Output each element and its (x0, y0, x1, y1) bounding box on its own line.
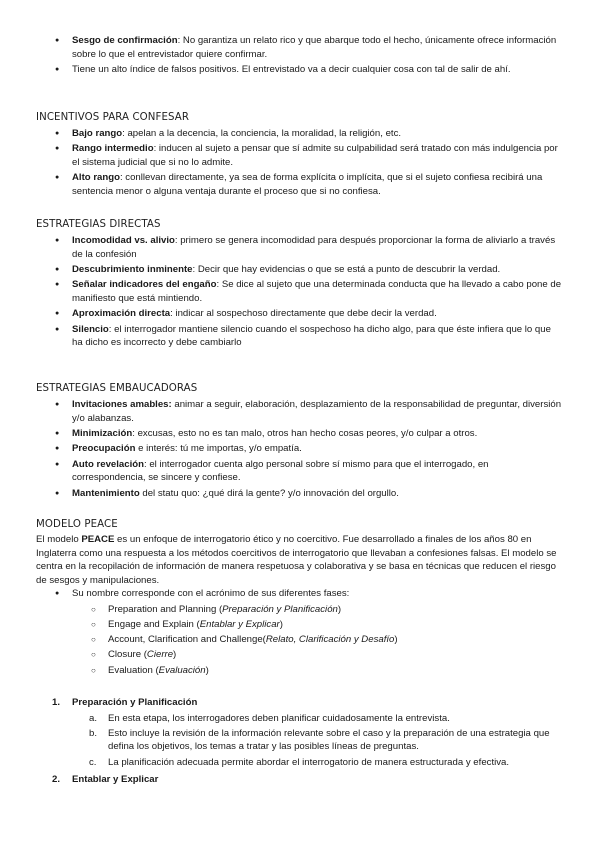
step-number: 2. (52, 774, 61, 786)
list-item (36, 442, 564, 456)
item-term: Preocupación (72, 443, 136, 455)
item-text: : indicar al sospechoso directamente que debe decir la verdad. (170, 308, 437, 320)
item-text: e interés: tú me importas, y/o empatía. (135, 443, 302, 455)
section-heading: ESTRATEGIAS EMBAUCADORAS (36, 383, 198, 394)
step-item (36, 696, 564, 769)
phase-spanish: Evaluación (158, 664, 206, 676)
item-term: Minimización (72, 427, 133, 439)
substep-letter: a. (89, 712, 98, 724)
directas-section (36, 218, 564, 352)
item-term: Incomodidad vs. alivio (72, 235, 175, 246)
phase-english: Evaluation ( (108, 664, 159, 676)
step-title: Preparación y Planificación (72, 697, 198, 708)
list-item (36, 234, 564, 261)
phase-spanish: Cierre (146, 649, 174, 661)
top-bullet-list (36, 34, 564, 77)
item-term: Aproximación directa (72, 308, 171, 320)
phases-list (36, 603, 564, 677)
incentivos-list (36, 127, 564, 199)
phase-close: ) (337, 603, 342, 615)
list-item (36, 323, 564, 350)
list-item (36, 278, 564, 305)
substep-text: En esta etapa, los interrogadores deben planificar cuidadosamente la entrevista. (108, 712, 450, 724)
phase-close: ) (279, 618, 283, 630)
list-item (36, 63, 564, 77)
phase-item (36, 618, 564, 632)
intro-text: es un enfoque de interrogatorio ético y no coercitivo. Fue desarrollado a finales de los años 80 en Inglaterra como una respuesta a los métodos coercitivos de interrogatorio que llevaban a confesiones falsas. El modelo se centra en la recopilación de información de manera respetuosa y colaborativa y se basa en técnicas que reducen el riesgo de sesgos y manipulaciones. (36, 534, 557, 586)
peace-steps-section (36, 696, 564, 787)
phase-spanish: Entablar y Explicar (199, 618, 280, 630)
list-item (36, 587, 564, 601)
step-number: 1. (52, 697, 61, 708)
item-term: Auto revelación (72, 458, 144, 470)
phase-item (36, 633, 564, 647)
item-term: Sesgo de confirmación (72, 35, 178, 46)
peace-intro (36, 533, 564, 587)
phase-close: ) (173, 649, 177, 661)
intro-text: El modelo (36, 534, 82, 545)
phase-english: Closure ( (108, 649, 147, 661)
phase-close: ) (394, 634, 398, 646)
item-term: Bajo rango (72, 128, 123, 139)
list-item (36, 487, 564, 501)
phase-item (36, 648, 564, 662)
phase-spanish: Preparación y Planificación (222, 603, 338, 615)
item-text: : conllevan directamente, ya sea de forma explícita o implícita, que si el sujeto confiesa recibirá una sentencia menor o alguna ventaja durante el proceso que si no confiesa. (72, 172, 543, 197)
list-item (36, 427, 564, 441)
peace-acronym: PEACE (81, 534, 115, 545)
phase-close: ) (205, 664, 209, 676)
phase-item (36, 603, 564, 617)
item-text: : No garantiza un relato rico y que abarque todo el hecho, únicamente ofrece información sobre lo que el entrevistador quiere confirmar. (72, 35, 557, 60)
item-text: : Decir que hay evidencias o que se está a punto de descubrir la verdad. (192, 263, 501, 275)
substep-text: La planificación adecuada permite abordar el interrogatorio de manera estructurada y efectiva. (108, 756, 510, 768)
list-item (36, 34, 564, 61)
steps-list (36, 696, 564, 787)
item-term: Descubrimiento inminente (72, 263, 193, 275)
incentivos-section (36, 111, 564, 200)
substep-item (36, 712, 564, 726)
substep-item (36, 727, 564, 754)
list-item (36, 127, 564, 141)
phase-spanish: Relato, Clarificación y Desafío (265, 634, 395, 646)
substep-letter: b. (89, 727, 98, 739)
substeps-list (36, 712, 564, 770)
substep-item (36, 756, 564, 770)
item-text: : primero se genera incomodidad para después proporcionar la forma de aliviarlo a través de la confesión (72, 235, 556, 260)
section-heading: INCENTIVOS PARA CONFESAR (36, 112, 190, 123)
substep-letter: c. (89, 756, 97, 768)
item-text: : el interrogador cuenta algo personal sobre sí mismo para que el interrogado, en correspondencia, se sincere y confiese. (72, 458, 489, 484)
directas-list (36, 234, 564, 350)
step-title: Entablar y Explicar (72, 774, 159, 786)
embaucadoras-section (36, 382, 564, 502)
item-text: Tiene un alto índice de falsos positivos. El entrevistado va a decir cualquier cosa con tal de salir de ahí. (72, 63, 511, 75)
item-term: Mantenimiento (72, 487, 140, 499)
acronym-list (36, 587, 564, 601)
item-term: Invitaciones amables: (72, 399, 172, 410)
item-term: Silencio (72, 323, 109, 335)
phase-english: Engage and Explain ( (108, 618, 200, 630)
item-term: Rango intermedio (72, 143, 154, 155)
list-item (36, 171, 564, 198)
list-item (36, 458, 564, 485)
section-heading: ESTRATEGIAS DIRECTAS (36, 219, 161, 230)
phase-english: Account, Clarification and Challenge( (108, 634, 266, 646)
phase-item (36, 664, 564, 678)
item-text: animar a seguir, elaboración, desplazamiento de la responsabilidad de preguntar, diversión y/o alabanzas. (72, 399, 562, 424)
step-item (36, 773, 564, 787)
list-item (36, 142, 564, 169)
item-text: : Se dice al sujeto que una determinada conducta que ha llevado a cabo pone de manifiesto que está mintiendo. (72, 279, 562, 304)
peace-section (36, 518, 564, 679)
item-term: Señalar indicadores del engaño (72, 279, 217, 291)
phase-english: Preparation and Planning ( (108, 603, 223, 615)
item-text: : el interrogador mantiene silencio cuando el sospechoso ha dicho algo, para que éste infiera que lo que ha dicho es incorrecto y debe cambiarlo (72, 323, 551, 349)
embaucadoras-list (36, 398, 564, 500)
item-text: : excusas, esto no es tan malo, otros han hecho cosas peores, y/o culpar a otros. (132, 427, 478, 439)
item-term: Alto rango (72, 172, 120, 184)
section-heading: MODELO PEACE (36, 519, 118, 530)
item-text: : inducen al sujeto a pensar que sí admite su culpabilidad será tratado con más indulgencia por el sistema judicial que si no lo admite. (72, 143, 558, 168)
item-text: : apelan a la decencia, la conciencia, la moralidad, la religión, etc. (122, 128, 402, 139)
list-item (36, 263, 564, 277)
top-list-section (36, 34, 564, 78)
list-item (36, 398, 564, 425)
substep-text: Esto incluye la revisión de la información relevante sobre el caso y la preparación de una estrategia que defina los objetivos, los temas a tratar y las posibles líneas de preguntas. (108, 727, 550, 753)
item-text: del statu quo: ¿qué dirá la gente? y/o innovación del orgullo. (139, 487, 399, 499)
item-text: Su nombre corresponde con el acrónimo de sus diferentes fases: (72, 588, 350, 600)
list-item (36, 307, 564, 321)
